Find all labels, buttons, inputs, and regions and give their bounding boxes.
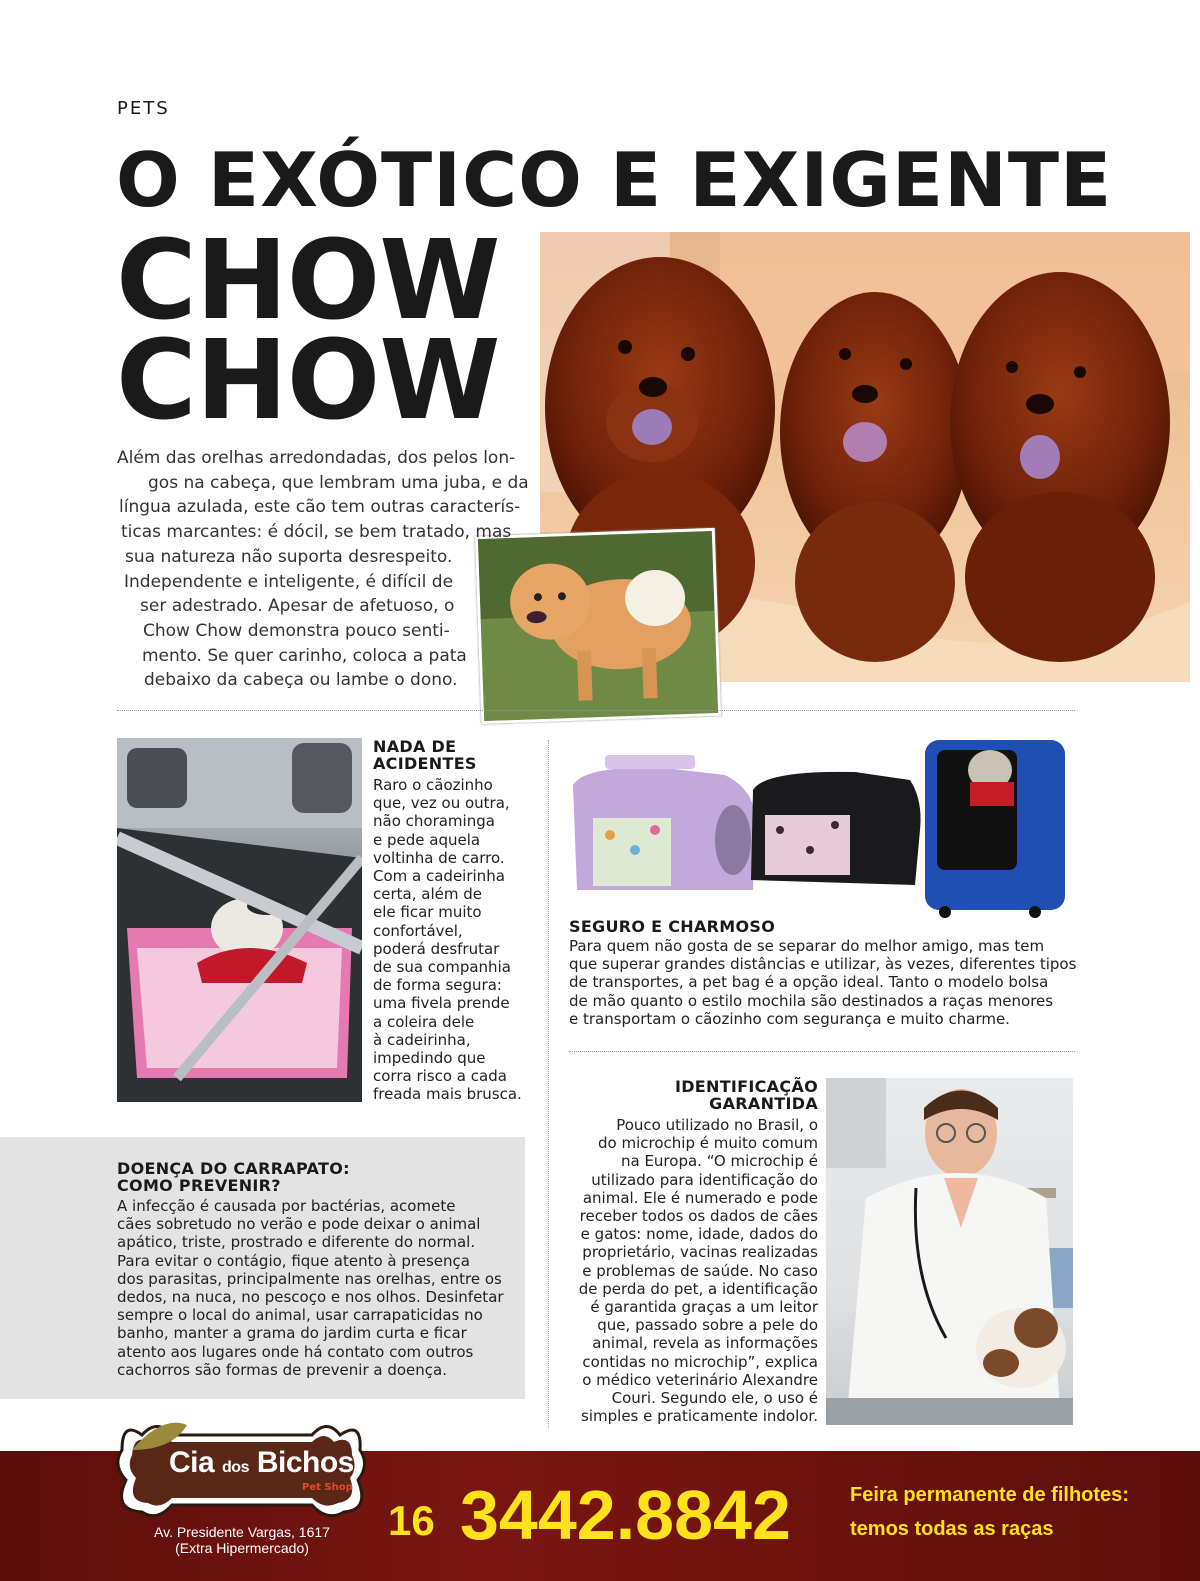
identificacao-line: e gatos: nome, idade, dados do: [580, 1225, 818, 1244]
carrapato-title-line: DOENÇA DO CARRAPATO:: [117, 1159, 350, 1178]
identificacao-line: animal, revela as informações: [592, 1334, 818, 1353]
intro-line: Além das orelhas arredondadas, dos pelos lon-: [117, 448, 516, 468]
seguro-line: que superar grandes distâncias e utilizar, às vezes, diferentes tipos: [569, 955, 1077, 974]
acidentes-line: de forma segura:: [373, 976, 502, 995]
identificacao-line: utilizado para identificação do: [591, 1170, 818, 1189]
intro-line: mento. Se quer carinho, coloca a pata: [142, 645, 467, 666]
acidentes-line: de sua companhia: [373, 958, 511, 977]
identificacao-line: o médico veterinário Alexandre: [582, 1370, 818, 1389]
carrapato-line: apático, triste, prostrado e diferente do normal.: [117, 1233, 476, 1252]
brand-main: Cia: [169, 1446, 215, 1479]
identificacao-line: na Europa. “O microchip é: [620, 1152, 818, 1171]
identificacao-line: receber todos os dados de cães: [579, 1207, 818, 1226]
acidentes-line: voltinha de carro.: [373, 848, 505, 867]
pet-bags-photo: [565, 730, 1075, 920]
section-label: PETS: [117, 98, 170, 119]
seguro-line: de mão quanto o estilo mochila são destinados a raças menores: [569, 991, 1054, 1010]
identificacao-line: que, passado sobre a pele do: [597, 1316, 818, 1335]
address-note: (Extra Hipermercado): [175, 1540, 309, 1556]
identificacao-title-line: IDENTIFICAÇÃO: [674, 1077, 818, 1096]
carrapato-line: dos parasitas, principalmente nas orelhas, entre os: [117, 1269, 502, 1288]
tagline-line-2: temos todas as raças: [850, 1518, 1054, 1540]
headline: O EXÓTICO E EXIGENTE: [116, 136, 1113, 224]
tagline-line-1: Feira permanente de filhotes:: [850, 1484, 1129, 1506]
carrapato-line: Para evitar o contágio, fique atento à presença: [117, 1251, 470, 1270]
carrapato-line: sempre o local do animal, usar carrapaticidas no: [117, 1306, 483, 1325]
identificacao-line: de perda do pet, a identificação: [578, 1279, 818, 1298]
address-line: Av. Presidente Vargas, 1617: [154, 1524, 330, 1540]
identificacao-line: Couri. Segundo ele, o uso é: [611, 1389, 818, 1408]
carrapato-line: banho, manter a grama do jardim curta e ficar: [117, 1324, 467, 1343]
seguro-title: SEGURO E CHARMOSO: [569, 917, 776, 936]
intro-line: debaixo da cabeça ou lambe o dono.: [144, 670, 458, 691]
store-address: [112, 1524, 372, 1556]
intro-line: gos na cabeça, que lembram uma juba, e da: [148, 472, 529, 493]
acidentes-line: e pede aquela: [373, 830, 481, 849]
identificacao-line: Pouco utilizado no Brasil, o: [616, 1116, 818, 1134]
carrapato-line: cachorros são formas de prevenir a doença.: [117, 1360, 447, 1379]
identificacao-title-line: GARANTIDA: [709, 1094, 818, 1113]
acidentes-line: à cadeirinha,: [373, 1030, 471, 1049]
identificacao-text: [568, 1116, 818, 1425]
divider: [569, 1051, 1075, 1052]
identificacao-line: animal. Ele é numerado e pode: [582, 1188, 818, 1207]
identificacao-line: e problemas de saúde. No caso: [582, 1261, 818, 1280]
acidentes-line: Raro o cãozinho: [373, 776, 493, 794]
cia-dos-bichos-logo: [112, 1410, 372, 1530]
intro-line: ticas marcantes: é dócil, se bem tratado, mas: [121, 522, 512, 543]
acidentes-line: freada mais brusca.: [373, 1085, 522, 1104]
title-line-1: CHOW: [116, 216, 500, 344]
veterinarian-photo: [826, 1078, 1073, 1425]
brand-bichos: Bichos: [256, 1446, 354, 1479]
car-seat-photo: [117, 738, 362, 1102]
intro-line: língua azulada, este cão tem outras caracterís-: [119, 497, 521, 518]
identificacao-line: é garantida graças a um leitor: [590, 1298, 818, 1317]
carrapato-line: cães sobretudo no verão e pode deixar o animal: [117, 1215, 481, 1234]
acidentes-line: uma fivela prende: [373, 994, 510, 1013]
carrapato-text: [117, 1197, 504, 1379]
acidentes-line: impedindo que: [373, 1049, 486, 1068]
intro-line: Independente e inteligente, é difícil de: [124, 571, 454, 592]
acidentes-line: Com a cadeirinha: [373, 867, 505, 886]
seguro-line: Para quem não gosta de se separar do melhor amigo, mas tem: [569, 937, 1045, 955]
intro-line: sua natureza não suporta desrespeito.: [125, 546, 453, 567]
column-divider: [548, 740, 549, 1428]
intro-line: Chow Chow demonstra pouco senti-: [143, 620, 450, 641]
acidentes-text: [373, 776, 522, 1104]
brand-sub: Pet Shop: [302, 1482, 353, 1493]
carrapato-title-line: COMO PREVENIR?: [117, 1176, 281, 1195]
acidentes-title-line: ACIDENTES: [373, 754, 477, 773]
seguro-line: e transportam o cãozinho com segurança e muito charme.: [569, 1009, 1010, 1028]
intro-text: [117, 446, 527, 693]
acidentes-line: confortável,: [373, 921, 463, 940]
identificacao-line: simples e praticamente indolor.: [581, 1407, 818, 1426]
intro-line: ser adestrado. Apesar de afetuoso, o: [140, 596, 455, 617]
acidentes-line: certa, além de: [373, 885, 482, 904]
acidentes-line: a coleira dele: [373, 1012, 475, 1031]
carrapato-line: atento aos lugares onde há contato com outros: [117, 1342, 474, 1361]
footer-tagline: [850, 1478, 1129, 1546]
seguro-text: [569, 937, 1076, 1028]
phone-number: 3442.8842: [460, 1476, 791, 1554]
identificacao-line: do microchip é muito comum: [598, 1134, 818, 1153]
brand-dos: dos: [222, 1459, 249, 1476]
identificacao-line: proprietário, vacinas realizadas: [582, 1243, 818, 1262]
carrapato-line: A infecção é causada por bactérias, acomete: [117, 1197, 456, 1215]
acidentes-title-line: NADA DE: [373, 737, 457, 756]
acidentes-line: ele ficar muito: [373, 903, 482, 922]
acidentes-title: [373, 738, 477, 772]
title-line-2: CHOW: [116, 316, 500, 444]
acidentes-line: não choraminga: [373, 812, 495, 831]
acidentes-line: que, vez ou outra,: [373, 794, 510, 813]
carrapato-title: [117, 1160, 350, 1194]
acidentes-line: corra risco a cada: [373, 1067, 507, 1086]
area-code: 16: [388, 1497, 435, 1544]
identificacao-line: contidas no microchip”, explica: [582, 1352, 818, 1371]
divider: [117, 710, 1075, 711]
acidentes-line: poderá desfrutar: [373, 939, 500, 958]
identificacao-title: [568, 1078, 818, 1112]
carrapato-line: dedos, na nuca, no pescoço e nos olhos. Desinfetar: [117, 1288, 504, 1307]
seguro-line: de transportes, a pet bag é a opção ideal. Tanto o modelo bolsa: [569, 973, 1049, 992]
